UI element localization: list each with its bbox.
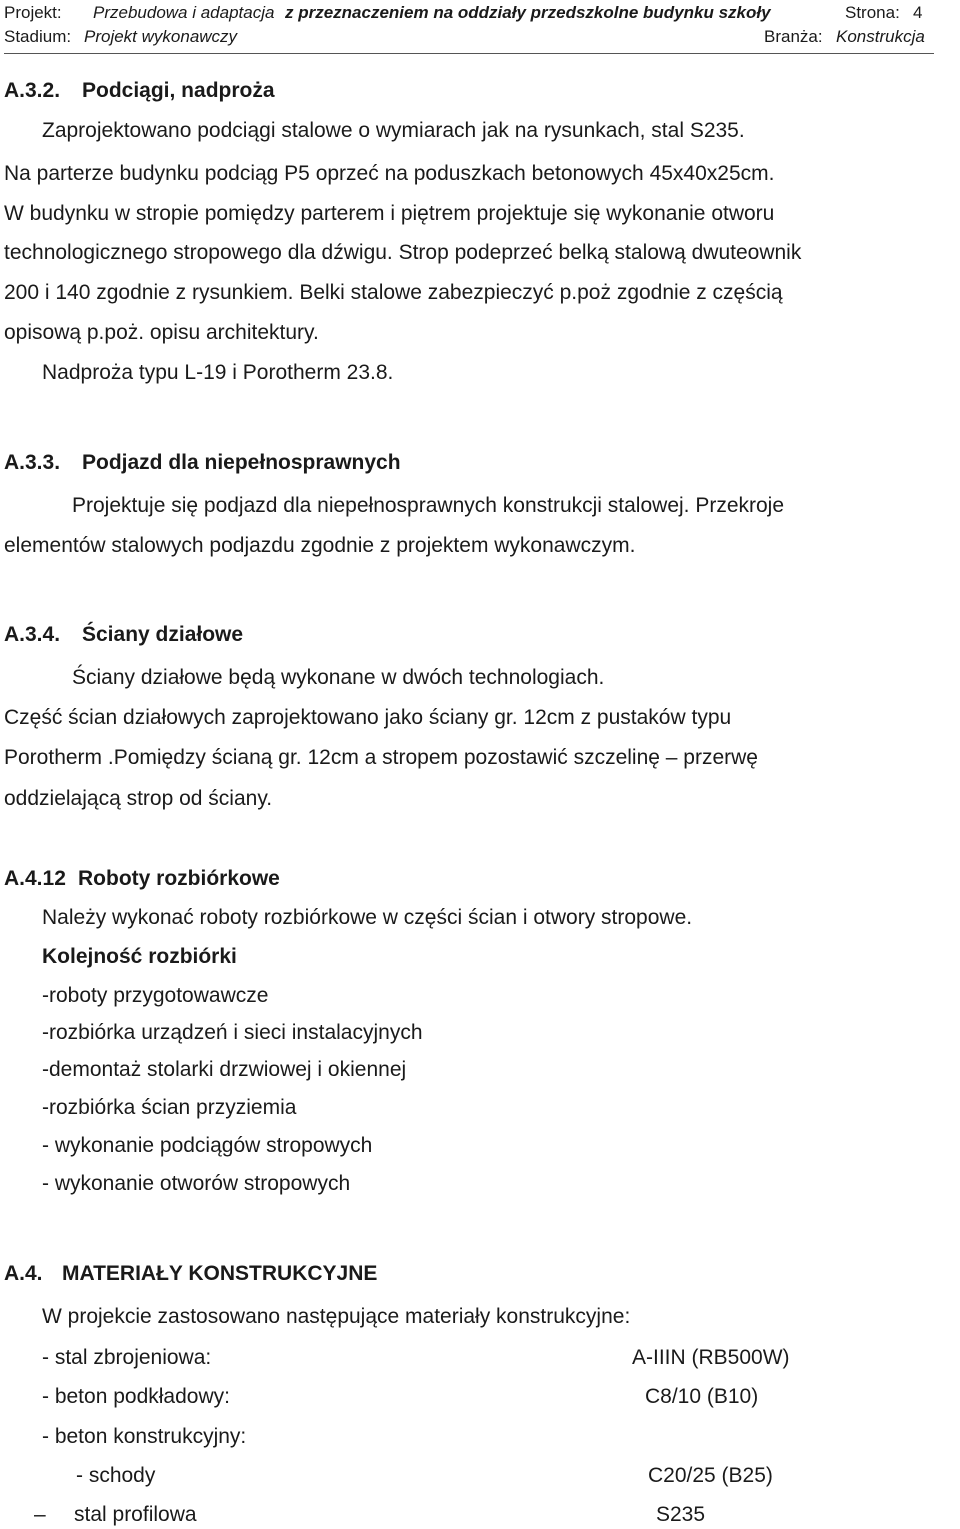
section-title: Ściany działowe [82,623,244,646]
section-title: Roboty rozbiórkowe [78,867,280,890]
branch-value: Konstrukcja [836,27,925,46]
paragraph-line: Projektuje się podjazd dla niepełnosprawnych konstrukcji stalowej. Przekroje [72,494,785,517]
paragraph-line: Część ścian działowych zaprojektowano jako ściany gr. 12cm z pustaków typu [4,706,732,729]
list-item: -demontaż stolarki drzwiowej i okiennej [42,1058,407,1081]
paragraph-line: Porotherm .Pomiędzy ścianą gr. 12cm a stropem pozostawić szczelinę – przerwę [4,746,758,769]
page-number: 4 [913,3,923,22]
paragraph-line: elementów stalowych podjazdu zgodnie z projektem wykonawczym. [4,534,636,557]
paragraph-line: Na parterze budynku podciąg P5 oprzeć na poduszkach betonowych 45x40x25cm. [4,162,775,185]
list-item: - wykonanie podciągów stropowych [42,1134,373,1157]
paragraph-line: Należy wykonać roboty rozbiórkowe w części ścian i otwory stropowe. [42,906,693,929]
list-item: -roboty przygotowawcze [42,984,269,1007]
paragraph-line: oddzielającą strop od ściany. [4,787,273,810]
material-value: A-IIIN (RB500W) [632,1346,790,1369]
paragraph-line: opisową p.poż. opisu architektury. [4,321,319,344]
section-number: A.3.3. [4,451,61,474]
paragraph-line: technologicznego stropowego dla dźwigu. Strop podeprzeć belką stalową dwuteownik [4,241,802,264]
stage-label: Stadium: [4,27,72,46]
header-divider [4,53,934,54]
branch-label: Branża: [764,27,823,46]
material-name: - stal zbrojeniowa: [42,1346,212,1369]
section-title: Podciągi, nadproża [82,79,275,102]
material-value: S235 [656,1503,706,1526]
material-value: C8/10 (B10) [645,1385,759,1408]
project-label: Projekt: [4,3,62,22]
paragraph-line: W budynku w stropie pomiędzy parterem i piętrem projektuje się wykonanie otworu [4,202,775,225]
section-number: A.4. [4,1262,43,1285]
project-value-2: z przeznaczeniem na oddziały przedszkolne budynku szkoły [285,3,771,22]
list-item: -rozbiórka ścian przyziemia [42,1096,297,1119]
list-item: -rozbiórka urządzeń i sieci instalacyjnych [42,1021,423,1044]
paragraph-line: Nadproża typu L-19 i Porotherm 23.8. [42,361,394,384]
list-bullet: – [34,1503,46,1526]
section-number: A.3.4. [4,623,61,646]
material-value: C20/25 (B25) [648,1464,773,1487]
material-name: - beton konstrukcyjny: [42,1425,247,1448]
material-name: - beton podkładowy: [42,1385,230,1408]
material-name: - schody [76,1464,156,1487]
paragraph-line: 200 i 140 zgodnie z rysunkiem. Belki stalowe zabezpieczyć p.poż zgodnie z częścią [4,281,783,304]
stage-value: Projekt wykonawczy [84,27,238,46]
paragraph-line: W projekcie zastosowano następujące materiały konstrukcyjne: [42,1305,631,1328]
page-label: Strona: [845,3,900,22]
subheading: Kolejność rozbiórki [42,945,237,968]
project-value-1: Przebudowa i adaptacja [93,3,275,22]
section-title: MATERIAŁY KONSTRUKCYJNE [62,1262,378,1285]
paragraph-line: Zaprojektowano podciągi stalowe o wymiarach jak na rysunkach, stal S235. [42,119,745,142]
list-item: - wykonanie otworów stropowych [42,1172,351,1195]
paragraph-line: Ściany działowe będą wykonane w dwóch technologiach. [72,666,605,689]
material-name: stal profilowa [74,1503,197,1526]
section-number: A.3.2. [4,79,61,102]
section-number: A.4.12 [4,867,66,890]
section-title: Podjazd dla niepełnosprawnych [82,451,401,474]
